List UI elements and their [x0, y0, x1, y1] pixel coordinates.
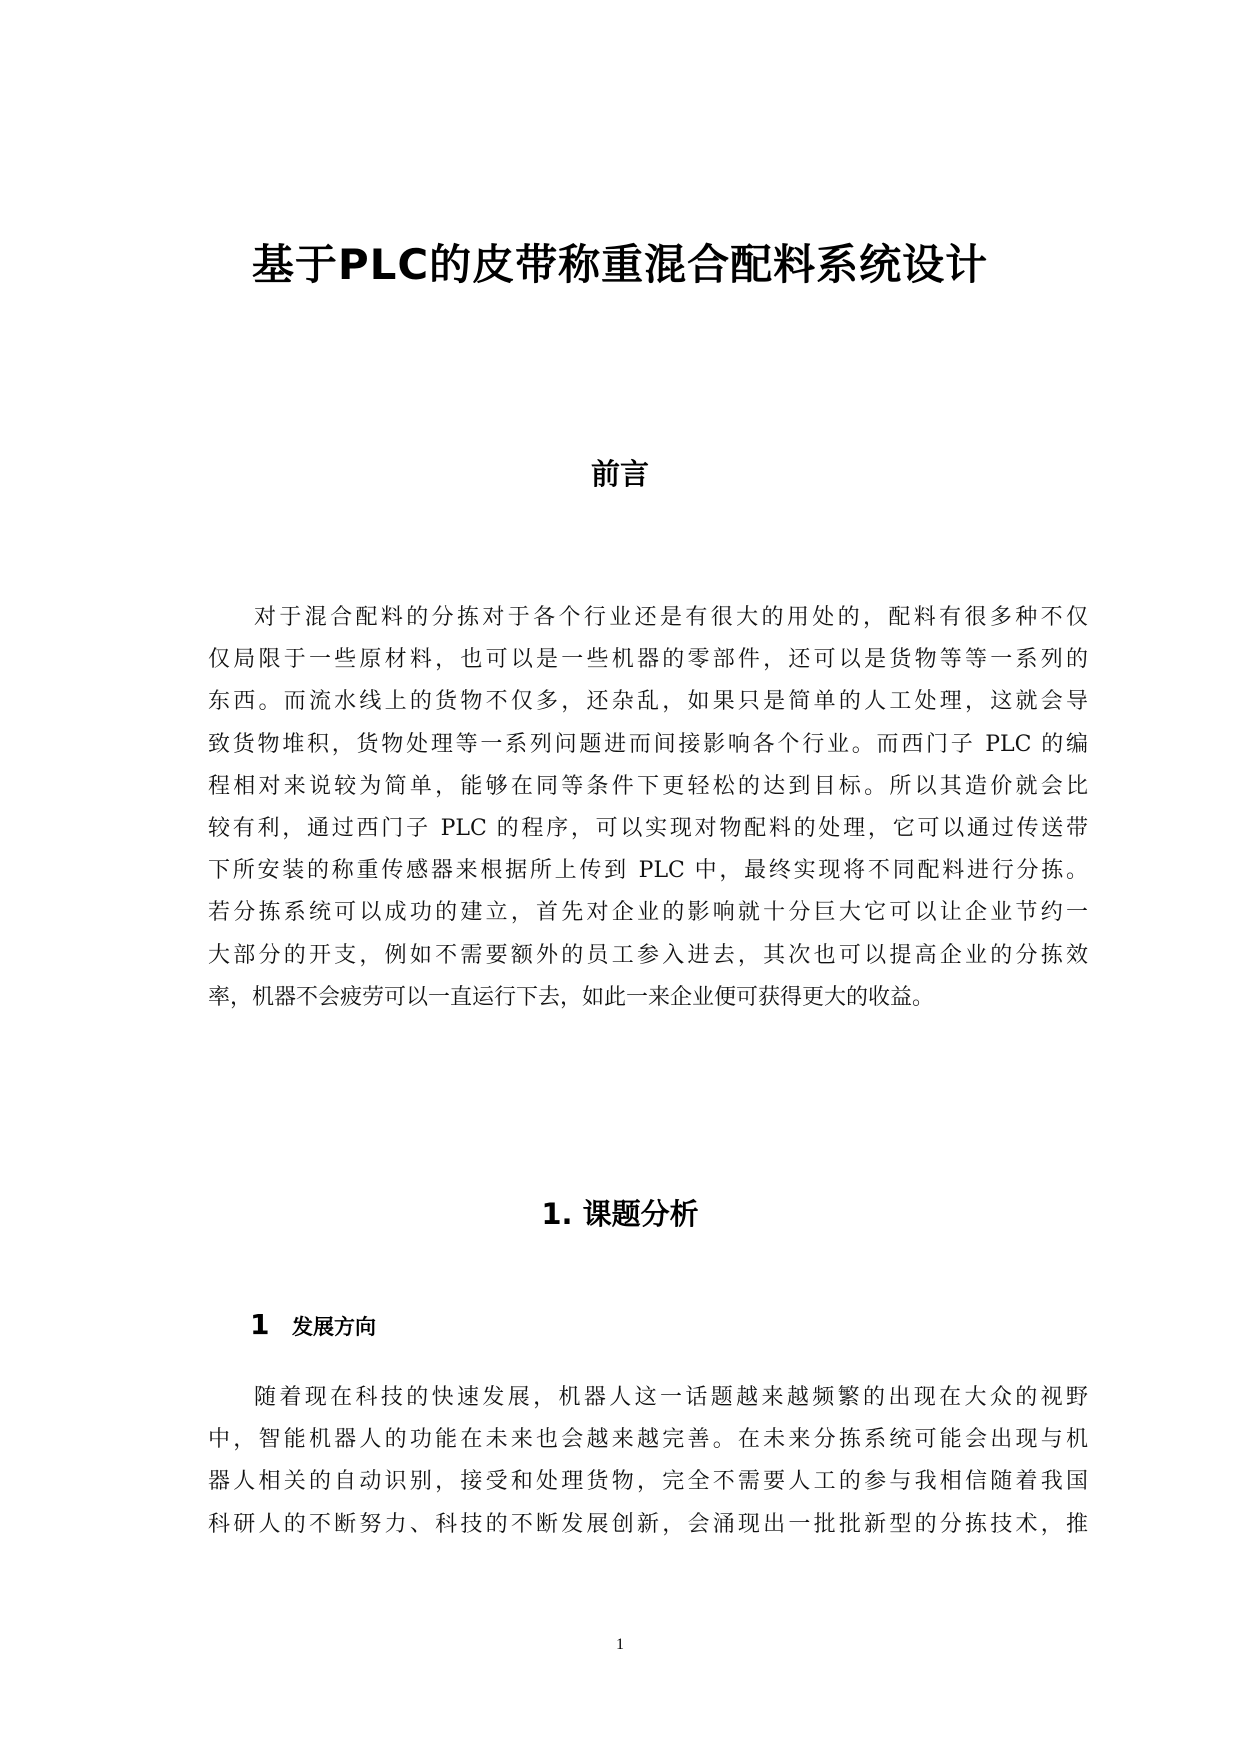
preface-paragraph — [208, 597, 1088, 1019]
paragraph-line: 中，智能机器人的功能在未来也会越来越完善。在未来分拣系统可能会出现与机 — [208, 1427, 1088, 1453]
paragraph-line: 若分拣系统可以成功的建立，首先对企业的影响就十分巨大它可以让企业节约一 — [208, 900, 1088, 926]
paragraph-line: 大部分的开支，例如不需要额外的员工参入进去，其次也可以提高企业的分拣效 — [208, 942, 1088, 968]
development-direction-paragraph — [208, 1377, 1088, 1546]
subsection-title: 发展方向 — [292, 1315, 376, 1339]
paragraph-line: 程相对来说较为简单，能够在同等条件下更轻松的达到目标。所以其造价就会比 — [208, 773, 1088, 799]
paragraph-line: 科研人的不断努力、科技的不断发展创新，会涌现出一批批新型的分拣技术，推 — [208, 1511, 1088, 1537]
subsection-heading-development-direction — [250, 1308, 376, 1341]
document-title: 基于PLC的皮带称重混合配料系统设计 — [251, 240, 989, 289]
paragraph-line: 器人相关的自动识别，接受和处理货物，完全不需要人工的参与我相信随着我国 — [208, 1469, 1088, 1495]
page-number: 1 — [616, 1636, 624, 1653]
paragraph-line: 仅局限于一些原材料，也可以是一些机器的零部件，还可以是货物等等一系列的 — [208, 647, 1088, 673]
section-heading-preface: 前言 — [590, 457, 649, 491]
subsection-number: 1 — [250, 1308, 270, 1341]
paragraph-line: 对于混合配料的分拣对于各个行业还是有很大的用处的，配料有很多种不仅 — [254, 605, 1088, 630]
paragraph-line: 下所安装的称重传感器来根据所上传到 PLC 中，最终实现将不同配料进行分拣。 — [208, 858, 1088, 884]
paragraph-line: 较有利，通过西门子 PLC 的程序，可以实现对物配料的处理，它可以通过传送带 — [208, 816, 1088, 842]
paragraph-line: 东西。而流水线上的货物不仅多，还杂乱，如果只是简单的人工处理，这就会导 — [208, 689, 1088, 715]
paragraph-line: 随着现在科技的快速发展，机器人这一话题越来越频繁的出现在大众的视野 — [254, 1385, 1088, 1410]
paragraph-line: 率，机器不会疲劳可以一直运行下去，如此一来企业便可获得更大的收益。 — [208, 984, 935, 1010]
section-heading-topic-analysis: 1. 课题分析 — [541, 1197, 699, 1231]
paragraph-line: 致货物堆积，货物处理等一系列问题进而间接影响各个行业。而西门子 PLC 的编 — [208, 731, 1088, 757]
